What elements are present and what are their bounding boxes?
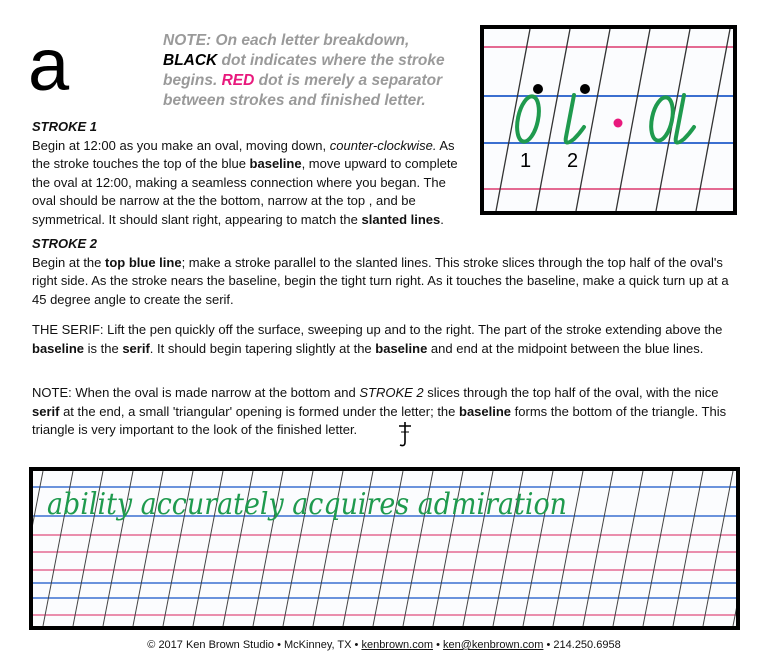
note-legend: NOTE: On each letter breakdown, BLACK dot indicates where the stroke begins. RED dot is merely a separator between strokes and finished letter.: [163, 32, 445, 109]
red-label: RED: [221, 72, 255, 89]
start-dot-black: [580, 84, 590, 94]
stroke2-section: [32, 235, 732, 309]
start-dot-black: [533, 84, 543, 94]
practice-words: ability accurately acquires admiration: [47, 487, 567, 522]
footer: © 2017 Ken Brown Studio • McKinney, TX • kenbrown.com • ken@kenbrown.com • 214.250.6958: [147, 639, 621, 651]
email-link[interactable]: ken@kenbrown.com: [442, 639, 544, 651]
serif-section: THE SERIF: Lift the pen quickly off the surface, sweeping up and to the right. The part of the stroke extending above the baseline is the serif. It should begin tapering slightly at the baseline and end at the midpoint between the blue lines.: [32, 322, 723, 356]
stroke2-heading: STROKE 2: [32, 236, 98, 251]
black-label: BLACK: [163, 52, 218, 69]
stroke2-text: Begin at the top blue line; make a stroke parallel to the slanted lines. This stroke slices through the top half of the oval's right side. As the stroke nears the baseline, begin the tight turn right. As it touches the baseline, make a quick turn up at a 45 degree angle to create the serif.: [32, 254, 729, 307]
stroke1-text: Begin at 12:00 as you make an oval, moving down, counter-clockwise. As the stroke touches the top of the blue baseline, move upward to complete the oval at 12:00, making a seamless connection where you began. The oval should be narrow at the the bottom, narrow at the top , and be symmetrical. It should slant right, appearing to match the slanted lines.: [32, 137, 458, 227]
triangle-note: NOTE: When the oval is made narrow at the bottom and STROKE 2 slices through the top half of the oval, with the nice serif at the end, a small 'triangular' opening is formed under the letter; the baseline forms the bottom of the triangle. This triangle is very important to the look of the finished letter.: [32, 385, 727, 438]
stroke1-heading: STROKE 1: [32, 119, 98, 134]
stroke-number-2: 2: [567, 150, 579, 172]
stroke-number-1: 1: [520, 150, 532, 172]
signature-mark-icon: [396, 420, 414, 448]
stroke1-section: [32, 118, 732, 230]
practice-panel: [29, 467, 740, 630]
letter-heading: a: [28, 23, 70, 106]
practice-svg: [33, 471, 736, 626]
website-link[interactable]: kenbrown.com: [361, 639, 433, 651]
